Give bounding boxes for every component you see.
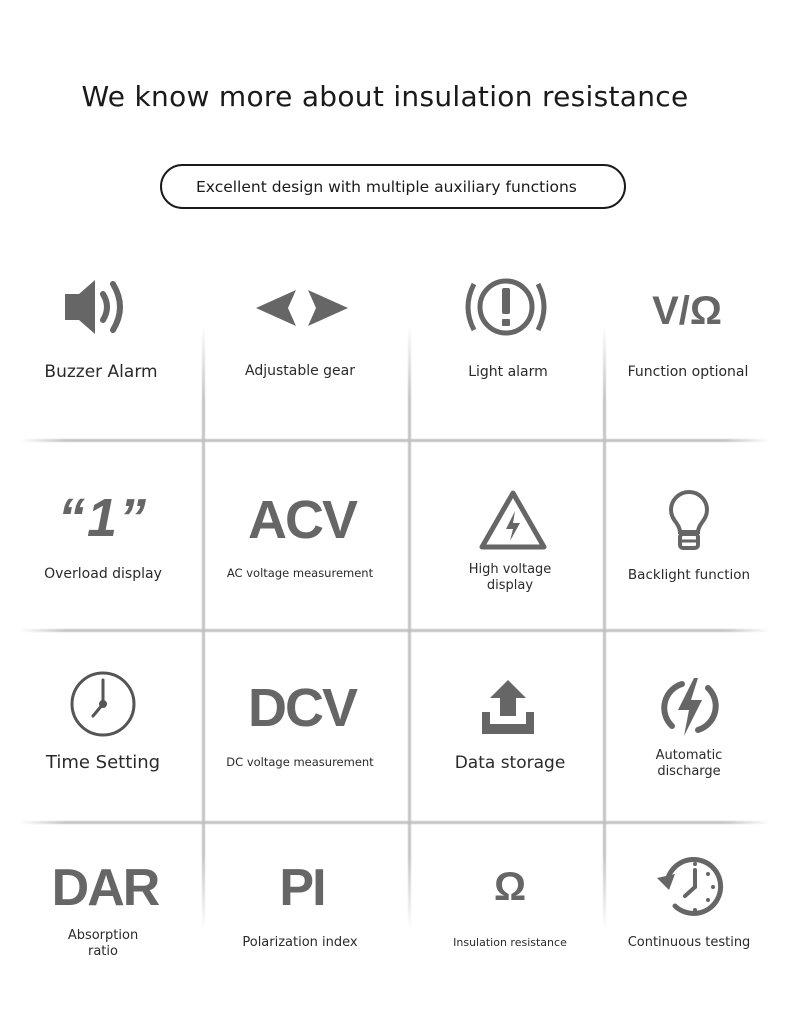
subtitle-text: Excellent design with multiple auxiliary functions xyxy=(196,177,577,196)
high-voltage-warning-icon xyxy=(478,488,548,552)
feature-label: DC voltage measurement xyxy=(226,755,374,769)
page-title: We know more about insulation resistance xyxy=(81,80,689,113)
lightning-discharge-icon xyxy=(658,676,722,738)
speaker-icon xyxy=(56,272,136,342)
grid-divider xyxy=(20,629,770,632)
feature-label: Automatic discharge xyxy=(655,748,723,779)
feature-label: Polarization index xyxy=(242,935,358,950)
grid-divider xyxy=(202,325,205,930)
acv-icon: ACV xyxy=(247,490,356,550)
grid-divider xyxy=(20,439,770,442)
feature-label: Buzzer Alarm xyxy=(44,362,158,382)
feature-label: Absorption ratio xyxy=(67,928,139,959)
feature-label: Continuous testing xyxy=(627,935,751,950)
feature-label: Light alarm xyxy=(468,364,548,380)
ohm-icon: Ω xyxy=(493,864,527,909)
light-bulb-icon xyxy=(664,487,714,553)
overload-one-icon: “1” xyxy=(57,488,149,548)
dar-icon: DAR xyxy=(51,859,159,917)
dcv-icon: DCV xyxy=(247,678,356,738)
feature-label: Data storage xyxy=(454,753,566,773)
feature-label: Function optional xyxy=(627,364,749,380)
feature-label: Overload display xyxy=(44,566,162,582)
feature-label: Backlight function xyxy=(627,567,751,583)
continuous-clock-icon xyxy=(654,854,726,920)
left-right-arrows-icon xyxy=(250,284,354,332)
upload-storage-icon xyxy=(476,676,540,738)
grid-divider xyxy=(20,821,770,824)
exclamation-alarm-icon xyxy=(462,274,550,340)
grid-divider xyxy=(408,325,411,930)
feature-label: High voltage display xyxy=(468,562,552,593)
feature-label: Time Setting xyxy=(45,752,161,773)
feature-label: Insulation resistance xyxy=(453,936,567,949)
v-ohm-icon: V/Ω xyxy=(652,288,722,333)
feature-label: AC voltage measurement xyxy=(226,566,374,580)
feature-label: Adjustable gear xyxy=(244,363,356,379)
pi-icon: PI xyxy=(279,859,325,917)
grid-divider xyxy=(603,325,606,930)
clock-icon xyxy=(68,670,138,738)
